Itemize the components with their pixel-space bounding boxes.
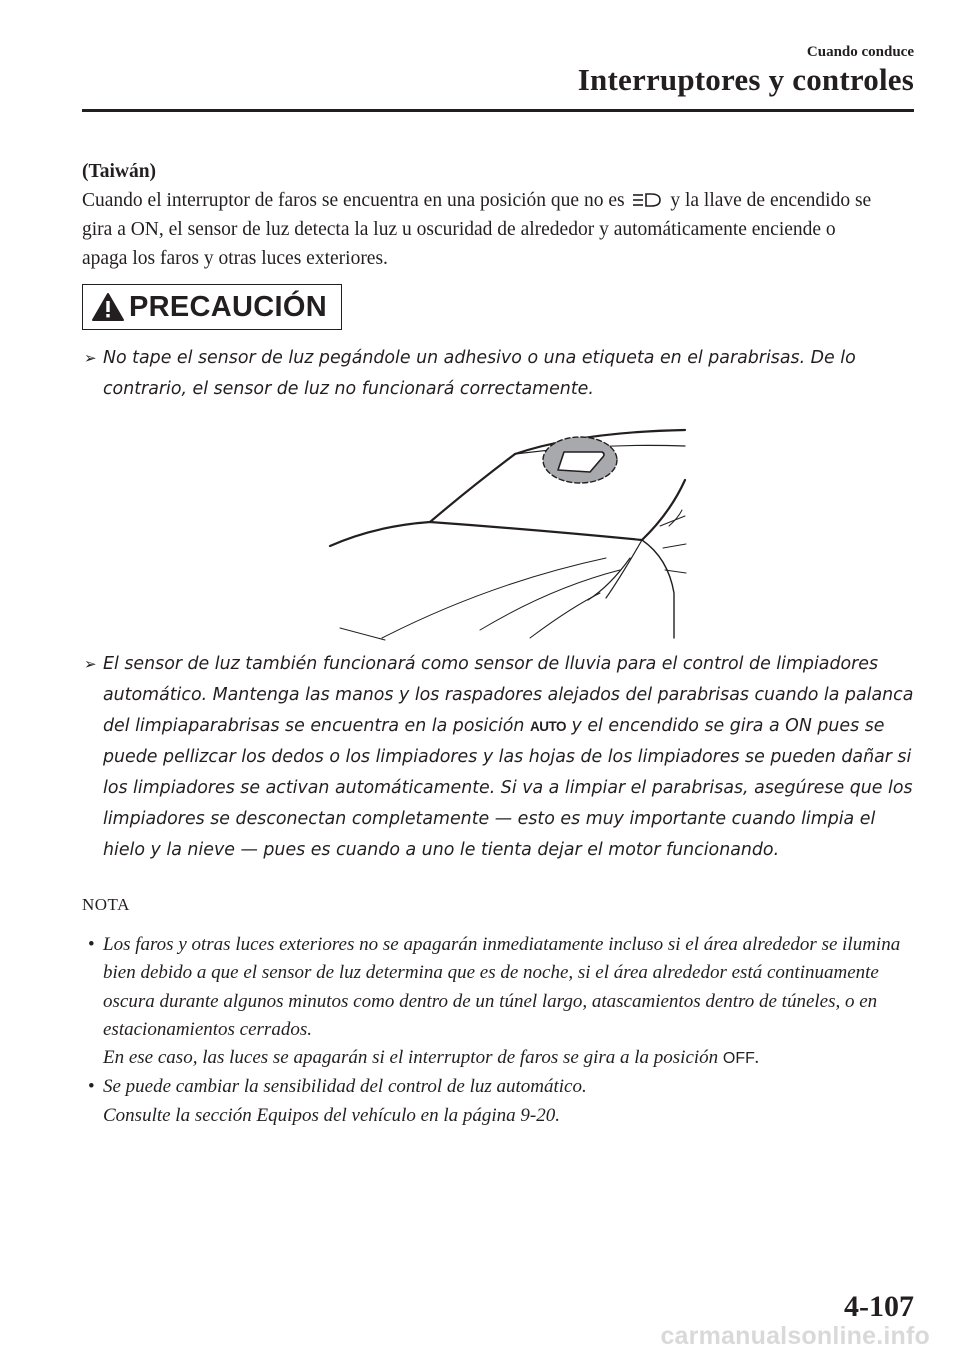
note-text: [103, 1044, 922, 1073]
caution-arrow-icon: ➢: [84, 349, 97, 367]
note-text: Se puede cambiar la sensibilidad del control de luz automático.: [103, 1076, 587, 1098]
caution-text: [84, 649, 914, 866]
note-item: [82, 1073, 922, 1130]
headlight-icon: [632, 192, 662, 208]
caution-arrow-icon: ➢: [84, 655, 97, 673]
off-position-mark: OFF: [722, 1050, 755, 1068]
note-text-before-mark: En ese caso, las luces se apagarán si el interruptor de faros se gira a la posición: [103, 1047, 719, 1069]
header-rule: [82, 109, 914, 112]
page-number: 4-107: [844, 1290, 914, 1323]
intro-text-after-icon: y la llave de encendido se gira a ON, el sensor de luz detecta la luz u oscuridad de alrededor y automáticamente enciende o apaga los faros y otras luces exteriores.: [82, 190, 872, 269]
caution-item: [84, 649, 914, 866]
note-text: Consulte la sección Equipos del vehículo en la página 9-20.: [103, 1104, 560, 1126]
note-text-after-mark: .: [754, 1047, 760, 1069]
note-text: Los faros y otras luces exteriores no se apagarán inmediatamente incluso si el área alrededor se ilumina bien debido a que el sensor de luz determina que es de noche, si el área alrededor está continuamente oscura durante algunos minutos como dentro de un túnel largo, atascamientos dentro de túneles, o en estacionamientos cerrados.: [103, 934, 901, 1040]
header-section-label: Cuando conduce: [806, 44, 914, 60]
note-heading: NOTA: [82, 895, 130, 914]
caution-text-after-mark: y el encendido se gira a ON pues se puede pellizcar los dedos o los limpiadores y las hojas de los limpiadores se pueden dañar si los limpiadores se activan automáticamente. Si va a limpiar el parabrisas, asegúrese que los limpiadores se desconectan completamente — esto es muy importante cuando limpia el hielo y la nieve — pues es cuando a uno le tienta dejar el motor funcionando.: [103, 716, 913, 860]
caution-text: No tape el sensor de luz pegándole un adhesivo o una etiqueta en el parabrisas. De lo contrario, el sensor de luz no funcionará correctamente.: [103, 348, 856, 399]
auto-position-mark: AUTO: [529, 719, 566, 734]
intro-paragraph: [82, 186, 882, 273]
note-item: [82, 931, 922, 1073]
subheading: (Taiwán): [82, 161, 157, 182]
watermark: carmanualsonline.info: [660, 1322, 930, 1350]
caution-box: [82, 284, 342, 330]
windshield-light-sensor-illustration: [320, 418, 690, 643]
header-title: Interruptores y controles: [577, 62, 914, 97]
bullet-icon: •: [88, 1076, 95, 1098]
warning-triangle-icon: [91, 292, 125, 322]
caution-text-before-mark: El sensor de luz también funcionará como sensor de lluvia para el control de limpiadores automático. Mantenga las manos y los raspadores alejados del parabrisas cuando la palanca del limpiaparabrisas se encuentra en la posición: [103, 654, 914, 736]
caution-item: [84, 343, 914, 405]
bullet-icon: •: [88, 934, 95, 955]
intro-text-before-icon: Cuando el interruptor de faros se encuentra en una posición que no es: [82, 190, 625, 211]
note-list: [82, 931, 922, 1130]
caution-label: PRECAUCIÓN: [129, 290, 327, 323]
